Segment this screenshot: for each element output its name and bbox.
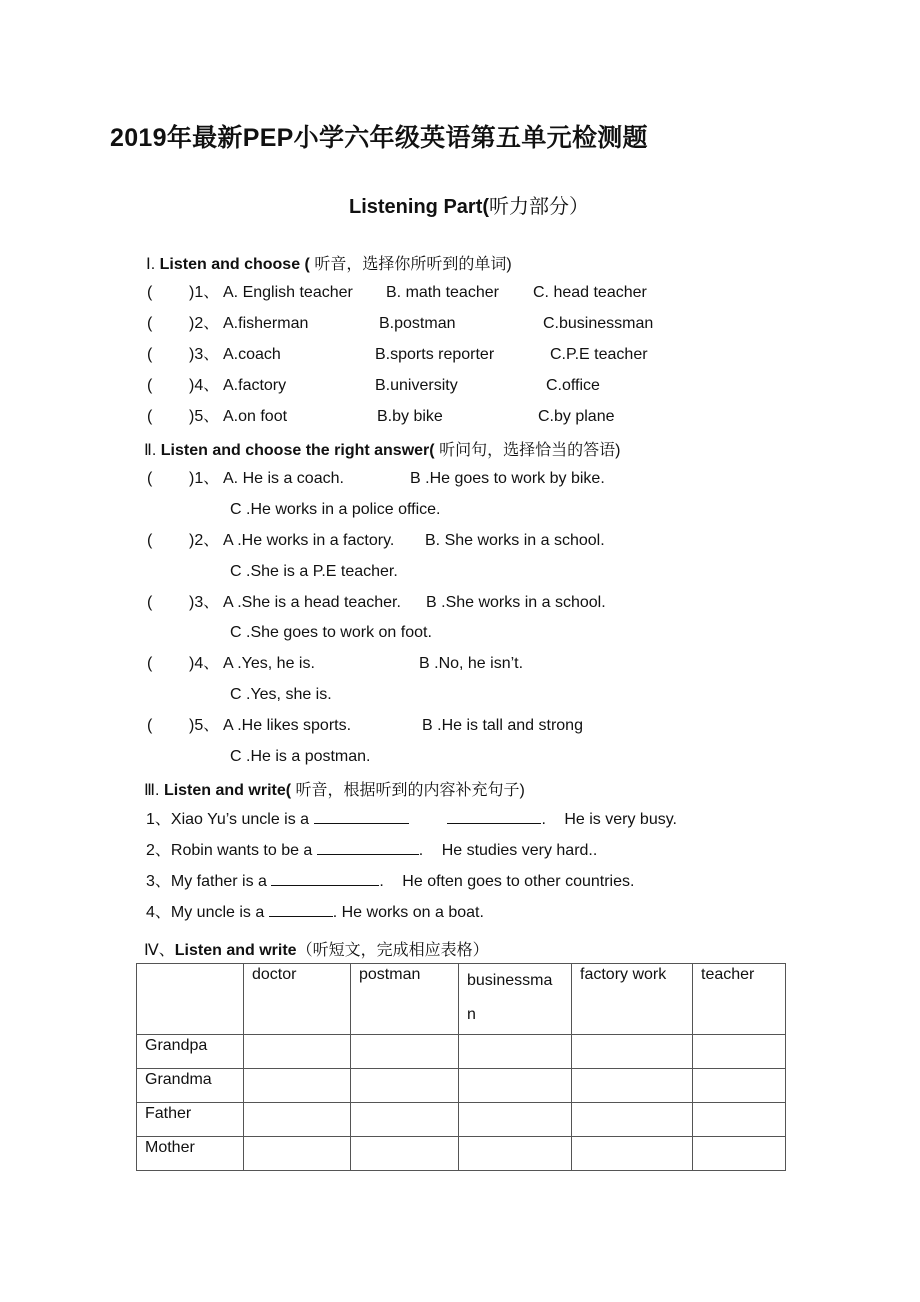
item-number: 1、 — [146, 811, 171, 828]
section-number: Ⅰ. — [146, 256, 156, 273]
sentence-punct: . — [379, 873, 384, 890]
table-cell[interactable] — [572, 1035, 693, 1069]
table-header-cell: factory work — [572, 964, 693, 1035]
table-cell[interactable] — [244, 1137, 351, 1171]
table-header-cell: postman — [351, 964, 459, 1035]
section-heading-cn: 听问句，选择恰当的答语) — [439, 442, 621, 459]
subtitle-cn: 听力部分） — [489, 196, 590, 218]
table-cell[interactable] — [459, 1103, 572, 1137]
table-cell[interactable] — [351, 1069, 459, 1103]
option-a: A .Yes, he is. — [223, 655, 315, 672]
answer-blank[interactable]: ( — [147, 470, 153, 487]
option-c: C.by plane — [538, 408, 615, 425]
table-cell[interactable] — [351, 1137, 459, 1171]
sentence-end: He is very busy. — [564, 811, 677, 828]
answer-blank[interactable]: ( — [147, 315, 153, 332]
item-number: )1、 — [189, 284, 220, 301]
item-number: )3、 — [189, 346, 220, 363]
item-number: )3、 — [189, 594, 220, 611]
section-heading-en: Listen and write( — [163, 782, 292, 799]
sentence-start: Xiao Yu’s uncle is a — [170, 811, 310, 828]
option-b: B .No, he isn’t. — [419, 655, 524, 672]
row-label: Grandma — [137, 1069, 244, 1103]
item-number: )2、 — [189, 315, 220, 332]
section-heading-en: Listen and choose ( — [159, 256, 310, 273]
option-c: C.office — [546, 377, 600, 394]
item-number: )4、 — [189, 377, 220, 394]
answer-line[interactable] — [271, 871, 379, 886]
option-b: B.by bike — [377, 408, 443, 425]
fill-sentence-2 — [146, 840, 597, 861]
answer-blank[interactable]: ( — [147, 717, 153, 734]
table-row — [137, 1069, 786, 1103]
item-number: )5、 — [189, 717, 220, 734]
table-cell[interactable] — [459, 1069, 572, 1103]
section-heading-cn: （听短文，完成相应表格） — [296, 942, 489, 959]
table-cell[interactable] — [572, 1069, 693, 1103]
section-heading-en: Listen and choose the right answer( — [160, 442, 435, 459]
option-b: B. math teacher — [386, 284, 499, 301]
option-a: A.fisherman — [223, 315, 309, 332]
section-4-heading — [144, 937, 489, 960]
section-2-heading — [144, 437, 620, 460]
section-heading-en: Listen and write — [174, 942, 297, 959]
option-c: C .He is a postman. — [230, 748, 371, 765]
table-cell[interactable] — [572, 1103, 693, 1137]
fill-sentence-3 — [146, 871, 634, 892]
table-cell[interactable] — [244, 1103, 351, 1137]
answer-blank[interactable]: ( — [147, 532, 153, 549]
section-number: Ⅳ、 — [144, 942, 175, 959]
table-cell[interactable] — [693, 1137, 786, 1171]
option-b: B .He is tall and strong — [422, 717, 583, 734]
option-b: B.postman — [379, 315, 456, 332]
table-header-row — [137, 964, 786, 1035]
table-cell[interactable] — [693, 1069, 786, 1103]
sentence-start: Robin wants to be a — [170, 842, 313, 859]
option-c: C. head teacher — [533, 284, 647, 301]
section-3-heading — [144, 777, 525, 800]
answer-line[interactable] — [269, 902, 333, 917]
sentence-punct: . He works on a boat. — [332, 904, 484, 921]
sentence-end: He studies very hard.. — [441, 842, 598, 859]
table-cell[interactable] — [244, 1069, 351, 1103]
subtitle-en: Listening Part( — [349, 196, 490, 218]
table-header-cell: businessma n — [459, 964, 572, 1035]
option-c: C.businessman — [543, 315, 654, 332]
table-cell[interactable] — [693, 1035, 786, 1069]
table-row — [137, 1035, 786, 1069]
item-number: 3、 — [146, 873, 171, 890]
table-cell[interactable] — [459, 1035, 572, 1069]
table-cell[interactable] — [459, 1137, 572, 1171]
row-label: Grandpa — [137, 1035, 244, 1069]
option-a: A.coach — [223, 346, 281, 363]
option-a: A.on foot — [223, 408, 288, 425]
option-c: C .She goes to work on foot. — [230, 624, 432, 641]
answer-blank[interactable]: ( — [147, 284, 153, 301]
table-cell[interactable] — [351, 1103, 459, 1137]
answer-line[interactable] — [447, 809, 541, 824]
fill-sentence-1 — [146, 809, 677, 830]
table-cell[interactable] — [244, 1035, 351, 1069]
item-number: )1、 — [189, 470, 220, 487]
table-row — [137, 1137, 786, 1171]
section-heading-cn: 听音，选择你所听到的单词) — [314, 256, 512, 273]
sentence-punct: . — [541, 811, 546, 828]
answer-blank[interactable]: ( — [147, 408, 153, 425]
table-cell[interactable] — [693, 1103, 786, 1137]
answer-blank[interactable]: ( — [147, 655, 153, 672]
option-c: C .Yes, she is. — [230, 686, 332, 703]
option-b: B. She works in a school. — [425, 532, 605, 549]
answer-line[interactable] — [317, 840, 419, 855]
item-number: )5、 — [189, 408, 220, 425]
item-number: )4、 — [189, 655, 220, 672]
answer-blank[interactable]: ( — [147, 594, 153, 611]
item-number: 4、 — [146, 904, 171, 921]
section-number: Ⅲ. — [144, 782, 160, 799]
option-a: A .He works in a factory. — [223, 532, 395, 549]
option-c: C.P.E teacher — [550, 346, 648, 363]
option-a: A. English teacher — [223, 284, 353, 301]
sentence-end: He often goes to other countries. — [402, 873, 635, 890]
answer-blank[interactable]: ( — [147, 346, 153, 363]
option-a: A.factory — [223, 377, 287, 394]
fill-sentence-4 — [146, 902, 484, 923]
row-label: Father — [137, 1103, 244, 1137]
answer-table — [136, 963, 786, 1171]
item-number: )2、 — [189, 532, 220, 549]
answer-blank[interactable]: ( — [147, 377, 153, 394]
option-b: B.sports reporter — [375, 346, 495, 363]
sentence-punct: . — [418, 842, 424, 859]
page-title: 2019年最新PEP小学六年级英语第五单元检测题 — [110, 124, 648, 152]
option-c: C .He works in a police office. — [230, 501, 441, 518]
table-header-cell — [137, 964, 244, 1035]
item-number: 2、 — [146, 842, 171, 859]
row-label: Mother — [137, 1137, 244, 1171]
option-c: C .She is a P.E teacher. — [230, 563, 398, 580]
option-a: A. He is a coach. — [223, 470, 344, 487]
option-a: A .She is a head teacher. — [223, 594, 401, 611]
table-header-cell: teacher — [693, 964, 786, 1035]
section-heading-cn: 听音，根据听到的内容补充句子) — [295, 782, 525, 799]
option-b: B .He goes to work by bike. — [410, 470, 605, 487]
answer-line[interactable] — [314, 809, 409, 824]
section-1-heading — [146, 251, 512, 274]
sentence-start: My uncle is a — [170, 904, 265, 921]
option-a: A .He likes sports. — [223, 717, 352, 734]
section-number: Ⅱ. — [144, 442, 157, 459]
table-cell[interactable] — [351, 1035, 459, 1069]
option-b: B .She works in a school. — [426, 594, 606, 611]
table-cell[interactable] — [572, 1137, 693, 1171]
table-row — [137, 1103, 786, 1137]
section-subtitle — [349, 190, 589, 219]
table-header-cell: doctor — [244, 964, 351, 1035]
sentence-start: My father is a — [170, 873, 267, 890]
option-b: B.university — [375, 377, 458, 394]
